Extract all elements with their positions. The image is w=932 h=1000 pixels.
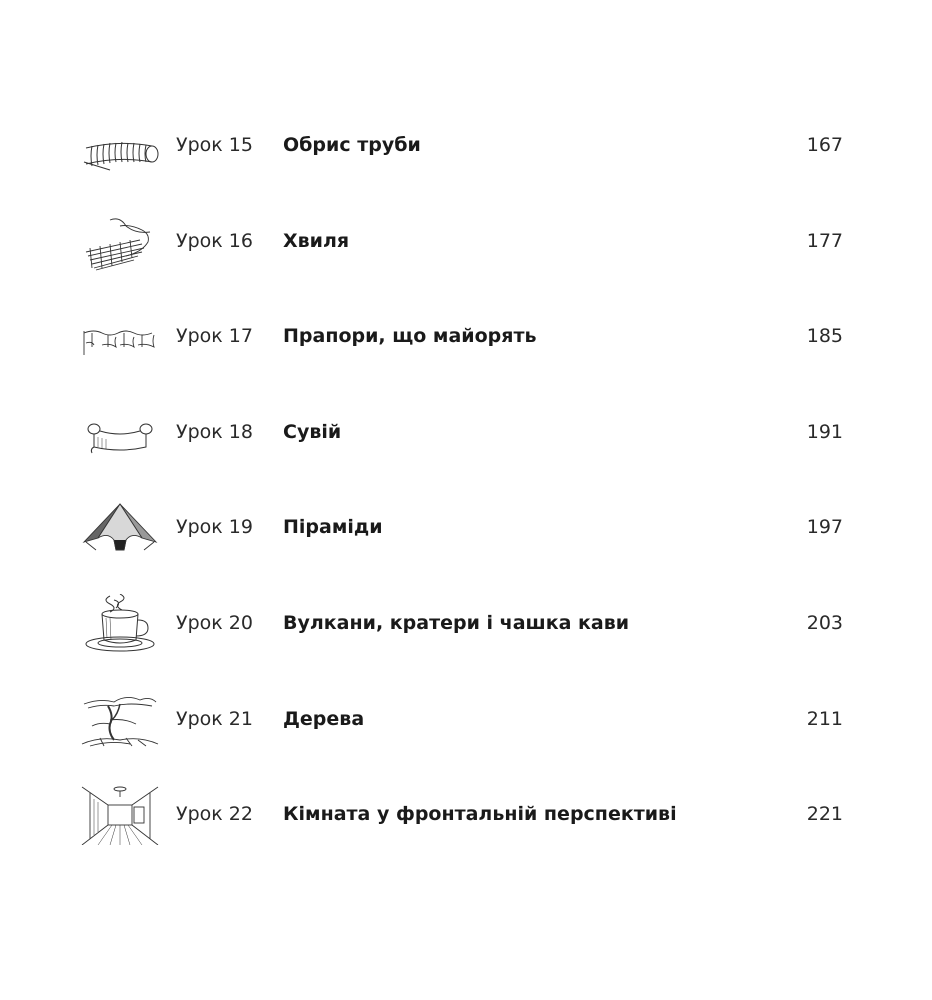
lesson-number: Урок 22 — [176, 803, 253, 826]
toc-entry[interactable] — [0, 767, 932, 863]
page-number: 211 — [806, 707, 843, 730]
page-number: 177 — [806, 229, 843, 252]
pyramid-sketch-icon — [80, 498, 160, 558]
lesson-number: Урок 16 — [176, 229, 253, 252]
toc-entry[interactable] — [0, 576, 932, 672]
page-number: 203 — [806, 611, 843, 634]
page-number: 197 — [806, 516, 843, 539]
flags-sketch-icon — [80, 307, 160, 367]
lesson-title: Вулкани, кратери і чашка кави — [283, 611, 630, 634]
scroll-sketch-icon — [80, 403, 160, 463]
page-number: 221 — [806, 803, 843, 826]
page-number: 167 — [806, 134, 843, 156]
toc-entry[interactable] — [0, 289, 932, 385]
lesson-number: Урок 17 — [176, 325, 253, 348]
toc-entry[interactable] — [0, 385, 932, 481]
room-perspective-sketch-icon — [80, 785, 160, 845]
table-of-contents — [0, 98, 932, 863]
lesson-number: Урок 15 — [176, 134, 253, 156]
lesson-title: Хвиля — [283, 229, 350, 252]
lesson-title: Кімната у фронтальній перспективі — [283, 803, 677, 826]
toc-entry[interactable] — [0, 672, 932, 768]
lesson-title: Прапори, що майорять — [283, 325, 537, 348]
lesson-number: Урок 19 — [176, 516, 253, 539]
lesson-number: Урок 21 — [176, 707, 253, 730]
toc-entry[interactable] — [0, 194, 932, 290]
toc-entry[interactable] — [0, 480, 932, 576]
toc-entry[interactable] — [0, 98, 932, 194]
coffee-cup-sketch-icon — [80, 594, 160, 654]
page-number: 191 — [806, 420, 843, 443]
tube-sketch-icon — [80, 116, 160, 176]
page-number: 185 — [806, 325, 843, 348]
lesson-title: Піраміди — [283, 516, 383, 539]
lesson-title: Дерева — [283, 707, 365, 730]
lesson-number: Урок 20 — [176, 611, 253, 634]
lesson-title: Сувій — [283, 420, 342, 443]
lesson-title: Обрис труби — [283, 134, 421, 156]
wave-sketch-icon — [80, 212, 160, 272]
tree-sketch-icon — [80, 690, 160, 750]
lesson-number: Урок 18 — [176, 420, 253, 443]
